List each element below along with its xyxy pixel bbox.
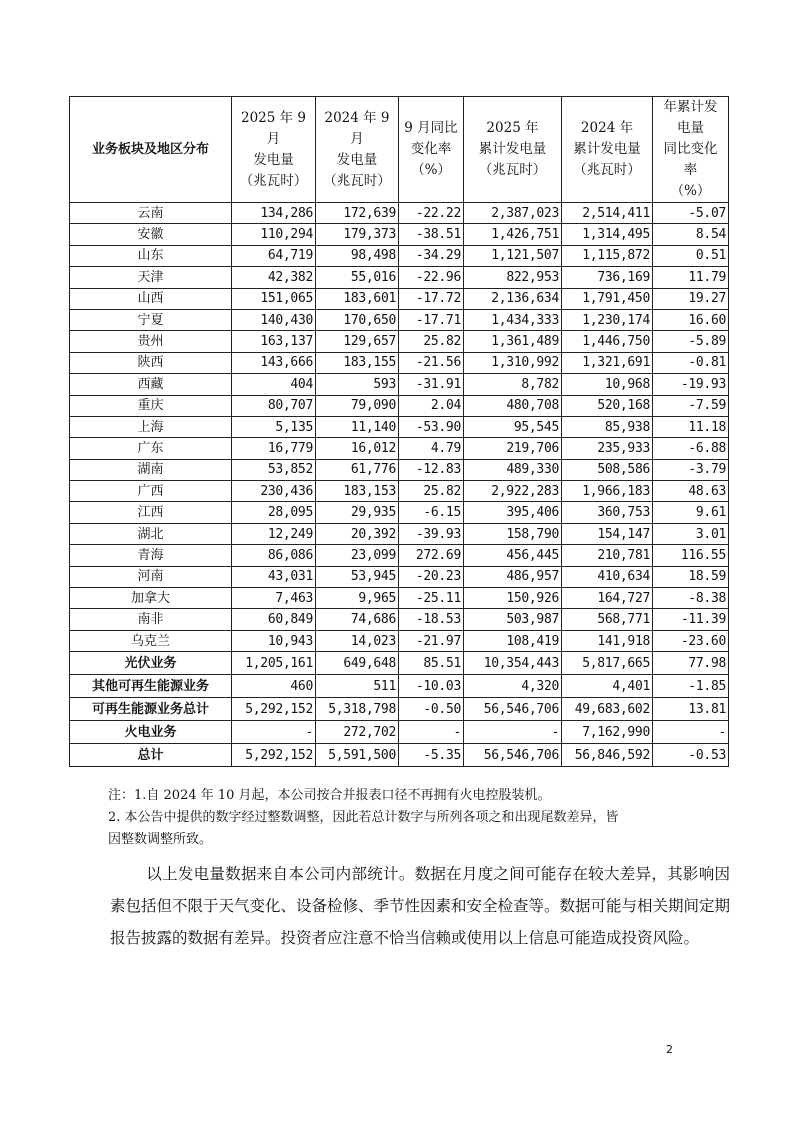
table-cell: -19.93	[653, 374, 729, 395]
table-cell: 134,286	[232, 203, 316, 224]
table-cell: -10.03	[399, 675, 464, 698]
table-cell: 79,090	[316, 395, 399, 416]
table-cell: 77.98	[653, 652, 729, 675]
table-cell: 1,205,161	[232, 652, 316, 675]
row-label: 天津	[70, 267, 232, 288]
table-cell: -1.85	[653, 675, 729, 698]
table-cell: 170,650	[316, 309, 399, 330]
summary-row	[70, 698, 729, 721]
column-header-line: （%）	[411, 162, 451, 178]
column-header-line: 业务板块及地区分布	[91, 142, 209, 157]
table-cell: -21.56	[399, 352, 464, 373]
table-cell: 508,586	[562, 459, 653, 480]
table-cell: 8,782	[464, 374, 562, 395]
table-cell: 486,957	[464, 566, 562, 587]
table-cell: 56,546,706	[464, 698, 562, 721]
table-cell: 4,401	[562, 675, 653, 698]
table-row	[70, 224, 729, 245]
table-row	[70, 309, 729, 330]
column-header-line: 发电量	[336, 151, 378, 168]
table-row	[70, 523, 729, 544]
table-cell: 1,791,450	[562, 288, 653, 309]
table-cell: 86,086	[232, 545, 316, 566]
table-cell: 2,514,411	[562, 203, 653, 224]
table-row	[70, 203, 729, 224]
row-label: 火电业务	[70, 721, 232, 744]
table-row	[70, 245, 729, 266]
row-label: 云南	[70, 203, 232, 224]
table-cell: 11,140	[316, 416, 399, 437]
column-header-line: 发电量	[253, 151, 294, 168]
table-row	[70, 545, 729, 566]
table-cell: 360,753	[562, 502, 653, 523]
table-cell: -	[399, 721, 464, 744]
row-label: 光伏业务	[70, 652, 232, 675]
column-header-line: 2024 年	[580, 120, 634, 136]
table-cell: 1,310,992	[464, 352, 562, 373]
column-header-line: （兆瓦时）	[239, 172, 308, 189]
disclaimer-text: 以上发电量数据来自本公司内部统计。数据在月度之间可能存在较大差异，其影响因素包括但不限于天气变化、设备检修、季节性因素和安全检查等。数据可能与相关期间定期报告披露的数据有差异。投资者应注意不恰当信赖或使用以上信息可能造成投资风险。	[110, 865, 731, 947]
column-header-line: （兆瓦时）	[323, 172, 391, 189]
table-cell: 511	[316, 675, 399, 698]
table-cell: -7.59	[653, 395, 729, 416]
table-cell: 10,943	[232, 630, 316, 651]
table-cell: 14,023	[316, 630, 399, 651]
row-label: 山东	[70, 245, 232, 266]
table-cell: 85.51	[399, 652, 464, 675]
table-cell: 822,953	[464, 267, 562, 288]
column-header-line: 率	[683, 162, 698, 178]
table-cell: 56,546,706	[464, 744, 562, 767]
row-label: 安徽	[70, 224, 232, 245]
note-2-line-2: 因整数调整所致。	[108, 832, 213, 847]
table-cell: 108,419	[464, 630, 562, 651]
note-2-line-1: 2. 本公告中提供的数字经过整数调整，因此若总计数字与所列各项之和出现尾数差异，皆	[108, 810, 619, 825]
row-label: 乌克兰	[70, 630, 232, 651]
table-cell: 2.04	[399, 395, 464, 416]
row-label: 广西	[70, 481, 232, 502]
table-cell: 9,965	[316, 588, 399, 609]
table-cell: -0.53	[653, 744, 729, 767]
row-label: 宁夏	[70, 309, 232, 330]
table-cell: 404	[232, 374, 316, 395]
table-cell: -0.50	[399, 698, 464, 721]
row-label: 贵州	[70, 331, 232, 352]
table-header-row	[70, 97, 729, 203]
table-cell: 28,095	[232, 502, 316, 523]
table-row	[70, 630, 729, 651]
table-cell: 163,137	[232, 331, 316, 352]
table-cell: -3.79	[653, 459, 729, 480]
table-cell: 410,634	[562, 566, 653, 587]
table-cell: 10,354,443	[464, 652, 562, 675]
table-row	[70, 502, 729, 523]
table-cell: 3.01	[653, 523, 729, 544]
row-label: 湖南	[70, 459, 232, 480]
table-cell: -20.23	[399, 566, 464, 587]
table-cell: 1,321,691	[562, 352, 653, 373]
table-cell: -11.39	[653, 609, 729, 630]
table-cell: 1,434,333	[464, 309, 562, 330]
table-cell: 61,776	[316, 459, 399, 480]
table-cell: 568,771	[562, 609, 653, 630]
page-number: 2	[666, 1043, 673, 1056]
table-cell: 25.82	[399, 481, 464, 502]
column-header-line: 同比变化	[663, 141, 718, 157]
table-cell: 18.59	[653, 566, 729, 587]
table-cell: 460	[232, 675, 316, 698]
table-cell: -0.81	[653, 352, 729, 373]
table-cell: 13.81	[653, 698, 729, 721]
table-cell: 116.55	[653, 545, 729, 566]
row-label: 可再生能源业务总计	[70, 698, 232, 721]
table-cell: 11.79	[653, 267, 729, 288]
table-cell: -8.38	[653, 588, 729, 609]
table-cell: 272,702	[316, 721, 399, 744]
table-cell: 151,065	[232, 288, 316, 309]
column-header-line: 2024 年 9 月	[324, 109, 390, 147]
table-cell: -39.93	[399, 523, 464, 544]
column-header-line: 累计发电量	[478, 141, 547, 157]
table-cell: 110,294	[232, 224, 316, 245]
column-header-line: （%）	[670, 183, 711, 199]
table-cell: 64,719	[232, 245, 316, 266]
table-cell: 43,031	[232, 566, 316, 587]
table-cell: 164,727	[562, 588, 653, 609]
table-cell: -12.83	[399, 459, 464, 480]
table-cell: 7,162,990	[562, 721, 653, 744]
table-row	[70, 331, 729, 352]
table-cell: 520,168	[562, 395, 653, 416]
table-row	[70, 481, 729, 502]
table-cell: 235,933	[562, 438, 653, 459]
table-cell: 53,852	[232, 459, 316, 480]
table-cell: -17.71	[399, 309, 464, 330]
table-row	[70, 459, 729, 480]
table-cell: 140,430	[232, 309, 316, 330]
column-header-line: 年累计发	[663, 99, 718, 115]
row-label: 青海	[70, 545, 232, 566]
table-cell: 85,938	[562, 416, 653, 437]
table-cell: -	[464, 721, 562, 744]
row-label: 河南	[70, 566, 232, 587]
table-cell: 55,016	[316, 267, 399, 288]
table-cell: -	[653, 721, 729, 744]
table-cell: 0.51	[653, 245, 729, 266]
table-cell: 16.60	[653, 309, 729, 330]
table-cell: 53,945	[316, 566, 399, 587]
table-cell: 210,781	[562, 545, 653, 566]
table-cell: 1,426,751	[464, 224, 562, 245]
table-cell: -22.96	[399, 267, 464, 288]
table-cell: 98,498	[316, 245, 399, 266]
table-cell: 1,361,489	[464, 331, 562, 352]
summary-row	[70, 744, 729, 767]
table-cell: 150,926	[464, 588, 562, 609]
table-cell: 5,292,152	[232, 744, 316, 767]
row-label: 南非	[70, 609, 232, 630]
table-cell: 1,966,183	[562, 481, 653, 502]
row-label: 陕西	[70, 352, 232, 373]
table-cell: 11.18	[653, 416, 729, 437]
table-cell: 480,708	[464, 395, 562, 416]
generation-table	[69, 96, 729, 767]
column-header	[70, 97, 232, 203]
table-row	[70, 374, 729, 395]
summary-row	[70, 675, 729, 698]
table-cell: -25.11	[399, 588, 464, 609]
table-cell: 20,392	[316, 523, 399, 544]
disclaimer-paragraph	[110, 858, 730, 954]
summary-row	[70, 721, 729, 744]
table-cell: 649,648	[316, 652, 399, 675]
table-cell: 1,230,174	[562, 309, 653, 330]
table-cell: 4,320	[464, 675, 562, 698]
row-label: 江西	[70, 502, 232, 523]
table-cell: 42,382	[232, 267, 316, 288]
table-row	[70, 438, 729, 459]
column-header	[399, 97, 464, 203]
table-cell: -5.35	[399, 744, 464, 767]
table-cell: 179,373	[316, 224, 399, 245]
table-cell: 230,436	[232, 481, 316, 502]
column-header	[562, 97, 653, 203]
table-cell: 1,115,872	[562, 245, 653, 266]
table-cell: 74,686	[316, 609, 399, 630]
table-cell: -18.53	[399, 609, 464, 630]
column-header	[316, 97, 399, 203]
table-cell: 219,706	[464, 438, 562, 459]
table-row	[70, 267, 729, 288]
column-header	[232, 97, 316, 203]
table-cell: 4.79	[399, 438, 464, 459]
table-cell: 48.63	[653, 481, 729, 502]
column-header-line: 2025 年	[486, 120, 539, 136]
table-cell: 183,601	[316, 288, 399, 309]
column-header-line: 2025 年 9 月	[240, 109, 307, 147]
row-label: 总计	[70, 744, 232, 767]
table-cell: 154,147	[562, 523, 653, 544]
table-row	[70, 416, 729, 437]
summary-row	[70, 652, 729, 675]
table-cell: 2,387,023	[464, 203, 562, 224]
table-cell: -53.90	[399, 416, 464, 437]
table-cell: 172,639	[316, 203, 399, 224]
table-cell: 183,153	[316, 481, 399, 502]
table-row	[70, 288, 729, 309]
table-notes	[108, 785, 728, 851]
table-cell: -	[232, 721, 316, 744]
table-cell: 16,779	[232, 438, 316, 459]
table-cell: -38.51	[399, 224, 464, 245]
table-row	[70, 352, 729, 373]
table-cell: 5,135	[232, 416, 316, 437]
column-header-line: 9 月同比	[404, 120, 458, 136]
table-cell: 8.54	[653, 224, 729, 245]
table-row	[70, 566, 729, 587]
table-cell: 60,849	[232, 609, 316, 630]
column-header	[464, 97, 562, 203]
table-cell: 158,790	[464, 523, 562, 544]
table-cell: 12,249	[232, 523, 316, 544]
table-cell: 395,406	[464, 502, 562, 523]
table-cell: 95,545	[464, 416, 562, 437]
row-label: 其他可再生能源业务	[70, 675, 232, 698]
table-cell: -22.22	[399, 203, 464, 224]
table-cell: 736,169	[562, 267, 653, 288]
table-row	[70, 395, 729, 416]
column-header	[653, 97, 729, 203]
table-cell: 143,666	[232, 352, 316, 373]
table-cell: 80,707	[232, 395, 316, 416]
table-row	[70, 588, 729, 609]
table-cell: 25.82	[399, 331, 464, 352]
table-cell: -21.97	[399, 630, 464, 651]
table-cell: 5,591,500	[316, 744, 399, 767]
row-label: 广东	[70, 438, 232, 459]
table-body	[70, 203, 729, 767]
row-label: 湖北	[70, 523, 232, 544]
table-cell: 2,136,634	[464, 288, 562, 309]
column-header-line: （兆瓦时）	[478, 162, 547, 178]
row-label: 重庆	[70, 395, 232, 416]
table-cell: 23,099	[316, 545, 399, 566]
table-cell: 503,987	[464, 609, 562, 630]
table-cell: 49,683,602	[562, 698, 653, 721]
table-cell: 272.69	[399, 545, 464, 566]
table-cell: 2,922,283	[464, 481, 562, 502]
table-cell: 29,935	[316, 502, 399, 523]
table-cell: -5.07	[653, 203, 729, 224]
table-cell: 456,445	[464, 545, 562, 566]
table-cell: -6.15	[399, 502, 464, 523]
table-cell: -31.91	[399, 374, 464, 395]
table-cell: 16,012	[316, 438, 399, 459]
table-cell: 489,330	[464, 459, 562, 480]
table-cell: 5,817,665	[562, 652, 653, 675]
row-label: 加拿大	[70, 588, 232, 609]
column-header-line: 变化率	[410, 141, 452, 157]
table-cell: -34.29	[399, 245, 464, 266]
row-label: 山西	[70, 288, 232, 309]
table-cell: 129,657	[316, 331, 399, 352]
table-cell: -6.88	[653, 438, 729, 459]
table-cell: 1,314,495	[562, 224, 653, 245]
table-cell: -23.60	[653, 630, 729, 651]
table-cell: 19.27	[653, 288, 729, 309]
column-header-line: （兆瓦时）	[573, 162, 641, 178]
table-row	[70, 609, 729, 630]
table-cell: 1,121,507	[464, 245, 562, 266]
table-cell: 9.61	[653, 502, 729, 523]
row-label: 西藏	[70, 374, 232, 395]
table-cell: 593	[316, 374, 399, 395]
column-header-line: 累计发电量	[573, 141, 641, 157]
table-cell: 183,155	[316, 352, 399, 373]
table-cell: -5.89	[653, 331, 729, 352]
note-1: 注：1.自 2024 年 10 月起，本公司按合并报表口径不再拥有火电控股装机。	[108, 788, 551, 803]
table-cell: 5,318,798	[316, 698, 399, 721]
table-cell: 1,446,750	[562, 331, 653, 352]
table-cell: 56,846,592	[562, 744, 653, 767]
row-label: 上海	[70, 416, 232, 437]
column-header-line: 电量	[677, 120, 704, 136]
table-cell: 10,968	[562, 374, 653, 395]
table-cell: 7,463	[232, 588, 316, 609]
table-cell: -17.72	[399, 288, 464, 309]
table-cell: 5,292,152	[232, 698, 316, 721]
table-cell: 141,918	[562, 630, 653, 651]
